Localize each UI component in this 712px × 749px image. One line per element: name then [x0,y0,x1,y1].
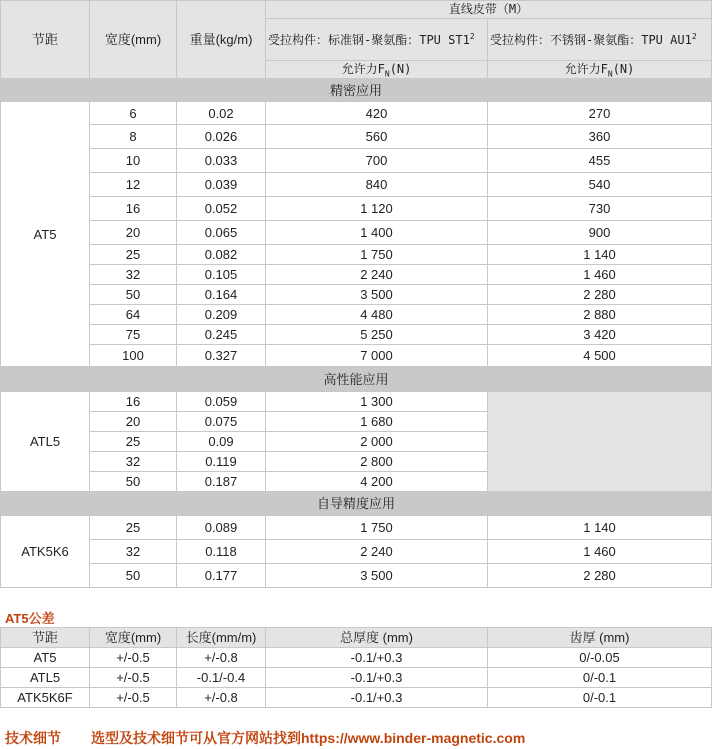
table-row [1,325,712,345]
tolerance-cell: 0/-0.1 [488,688,712,708]
table-row [1,345,712,367]
force-st1-cell: 3 500 [266,564,488,588]
width-cell: 32 [90,452,177,472]
tolerance-cell: -0.1/+0.3 [266,648,488,668]
width-cell: 32 [90,540,177,564]
force-st1-cell: 4 200 [266,472,488,492]
table-row [1,173,712,197]
header-st1: 受拉构件：标准钢-聚氨酯：TPU $ST1^2$ [266,19,488,61]
table-row [1,668,712,688]
table-row [1,688,712,708]
width-cell: 25 [90,516,177,540]
force-st1-cell: 560 [266,125,488,149]
table-row [1,564,712,588]
force-st1-cell: 4 480 [266,305,488,325]
width-cell: 8 [90,125,177,149]
tolerance-title: AT5公差 [5,611,55,626]
table-row [1,221,712,245]
width-cell: 6 [90,102,177,125]
weight-cell: 0.075 [177,412,266,432]
force-st1-cell: 1 120 [266,197,488,221]
force-au1-cell: 1 140 [488,516,712,540]
weight-cell: 0.118 [177,540,266,564]
tolerance-cell: AT5 [1,648,90,668]
table-row [1,285,712,305]
weight-cell: 0.187 [177,472,266,492]
tolerance-header: 总厚度 (mm) [266,628,488,648]
weight-cell: 0.039 [177,173,266,197]
width-cell: 16 [90,197,177,221]
weight-cell: 0.033 [177,149,266,173]
width-cell: 12 [90,173,177,197]
tolerance-cell: +/-0.8 [177,648,266,668]
tolerance-cell: -0.1/-0.4 [177,668,266,688]
weight-cell: 0.245 [177,325,266,345]
width-cell: 20 [90,412,177,432]
force-st1-cell: 1 750 [266,245,488,265]
force-au1-cell: 3 420 [488,325,712,345]
width-cell: 20 [90,221,177,245]
width-cell: 10 [90,149,177,173]
weight-cell: 0.209 [177,305,266,325]
force-au1-cell: 2 880 [488,305,712,325]
header-pitch: 节距 [1,1,90,79]
table-row [1,265,712,285]
force-au1-cell: 900 [488,221,712,245]
tolerance-cell: ATK5K6F [1,688,90,708]
tolerance-header: 宽度(mm) [90,628,177,648]
width-cell: 32 [90,265,177,285]
section-title: 精密应用 [1,79,712,102]
header-force-au1: 允许力$F_N(N)$ [488,61,712,79]
footer-label: 技术细节 [5,730,61,746]
force-au1-cell: 360 [488,125,712,149]
width-cell: 25 [90,432,177,452]
tolerance-header: 长度(mm/m) [177,628,266,648]
tolerance-cell: 0/-0.1 [488,668,712,688]
header-belt-group: 直线皮带（M） [266,1,712,19]
force-st1-cell: 1 750 [266,516,488,540]
weight-cell: 0.059 [177,392,266,412]
force-au1-cell: 2 280 [488,285,712,305]
force-au1-cell: 730 [488,197,712,221]
force-st1-cell: 840 [266,173,488,197]
tolerance-cell: +/-0.5 [90,668,177,688]
weight-cell: 0.177 [177,564,266,588]
width-cell: 16 [90,392,177,412]
section-title: 自导精度应用 [1,492,712,516]
width-cell: 64 [90,305,177,325]
force-st1-cell: 420 [266,102,488,125]
force-st1-cell: 1 680 [266,412,488,432]
weight-cell: 0.089 [177,516,266,540]
force-au1-cell: 270 [488,102,712,125]
force-st1-cell: 2 240 [266,265,488,285]
tolerance-cell: ATL5 [1,668,90,688]
width-cell: 50 [90,472,177,492]
force-au1-cell: 1 460 [488,540,712,564]
weight-cell: 0.065 [177,221,266,245]
tolerance-cell: -0.1/+0.3 [266,688,488,708]
force-st1-cell: 1 400 [266,221,488,245]
force-st1-cell: 2 800 [266,452,488,472]
tolerance-cell: +/-0.5 [90,648,177,668]
table-row [1,197,712,221]
table-row [1,245,712,265]
profile-name: AT5 [1,102,90,367]
width-cell: 50 [90,285,177,305]
weight-cell: 0.119 [177,452,266,472]
force-st1-cell: 2 000 [266,432,488,452]
force-st1-cell: 3 500 [266,285,488,305]
width-cell: 50 [90,564,177,588]
tolerance-cell: -0.1/+0.3 [266,668,488,688]
force-au1-cell: 540 [488,173,712,197]
tolerance-cell: 0/-0.05 [488,648,712,668]
header-force-st1: 允许力$F_N(N)$ [266,61,488,79]
table-row [1,648,712,668]
force-au1-cell: 1 140 [488,245,712,265]
table-row [1,516,712,540]
table-row [1,392,712,412]
width-cell: 100 [90,345,177,367]
force-au1-empty [488,392,712,492]
force-au1-cell: 2 280 [488,564,712,588]
force-st1-cell: 5 250 [266,325,488,345]
table-row [1,540,712,564]
width-cell: 75 [90,325,177,345]
table-row [1,149,712,173]
tolerance-header: 节距 [1,628,90,648]
tolerance-table [0,627,712,708]
header-au1: 受拉构件：不锈钢-聚氨酯：TPU $AU1^2$ [488,19,712,61]
weight-cell: 0.052 [177,197,266,221]
tolerance-cell: +/-0.8 [177,688,266,708]
profile-name: ATK5K6 [1,516,90,588]
force-st1-cell: 2 240 [266,540,488,564]
section-title: 高性能应用 [1,367,712,392]
force-au1-cell: 4 500 [488,345,712,367]
weight-cell: 0.082 [177,245,266,265]
table-row [1,102,712,125]
footer-text: 选型及技术细节可从官方网站找到https://www.binder-magnetic.com [91,730,526,746]
tolerance-header: 齿厚 (mm) [488,628,712,648]
footer [5,728,525,748]
weight-cell: 0.026 [177,125,266,149]
tolerance-cell: +/-0.5 [90,688,177,708]
force-st1-cell: 1 300 [266,392,488,412]
profile-name: ATL5 [1,392,90,492]
table-row [1,125,712,149]
table-row [1,305,712,325]
force-st1-cell: 700 [266,149,488,173]
force-au1-cell: 455 [488,149,712,173]
weight-cell: 0.327 [177,345,266,367]
weight-cell: 0.164 [177,285,266,305]
header-weight: 重量(kg/m) [177,1,266,79]
header-width: 宽度(mm) [90,1,177,79]
width-cell: 25 [90,245,177,265]
force-au1-cell: 1 460 [488,265,712,285]
weight-cell: 0.105 [177,265,266,285]
weight-cell: 0.09 [177,432,266,452]
weight-cell: 0.02 [177,102,266,125]
force-st1-cell: 7 000 [266,345,488,367]
